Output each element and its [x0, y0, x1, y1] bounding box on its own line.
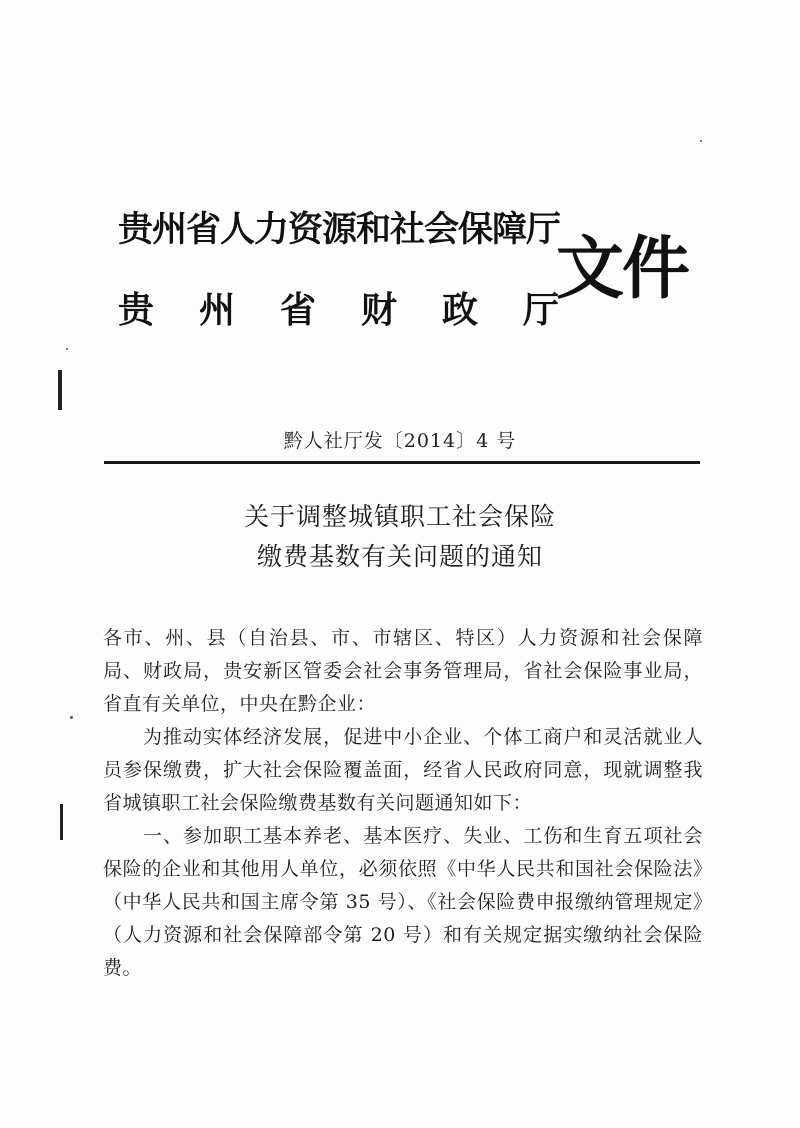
document-number: 黔人社厅发〔2014〕4 号 [283, 430, 517, 452]
document-word: 文件 [556, 229, 689, 309]
item-1-paragraph: 一、参加职工基本养老、基本医疗、失业、工伤和生育五项社会保险的企业和其他用人单位，必须依照《中华人民共和国社会保险法》（中华人民共和国主席令第 35 号）、《社会保险费申报缴纳管理规定》（人力资源和社会保障部令第 20 号）和有关规定据实缴纳社会保险费。 [103, 825, 703, 979]
scan-artifact-speck [70, 716, 73, 719]
issuer-name-hrss: 贵州省人力资源和社会保障厅 [118, 209, 561, 250]
header-divider [104, 461, 700, 464]
scan-artifact-mark [60, 804, 63, 840]
title-line-1: 关于调整城镇职工社会保险 [243, 502, 556, 531]
document-body [103, 622, 703, 985]
scan-artifact-mark [58, 370, 62, 410]
addressee-paragraph: 各市、州、县（自治县、市、市辖区、特区）人力资源和社会保障局、财政局，贵安新区管委会社会事务管理局，省社会保险事业局，省直有关单位，中央在黔企业： [103, 627, 703, 715]
issuer-block [118, 198, 605, 342]
intro-paragraph: 为推动实体经济发展，促进中小企业、个体工商户和灵活就业人员参保缴费，扩大社会保险覆盖面，经省人民政府同意，现就调整我省城镇职工社会保险缴费基数有关问题通知如下： [103, 726, 703, 814]
scan-artifact-speck [66, 348, 68, 350]
issuer-name-finance: 贵州省财政厅 [118, 289, 605, 331]
scan-artifact-speck [700, 140, 702, 142]
document-title [0, 497, 800, 577]
title-line-2: 缴费基数有关问题的通知 [256, 542, 543, 571]
